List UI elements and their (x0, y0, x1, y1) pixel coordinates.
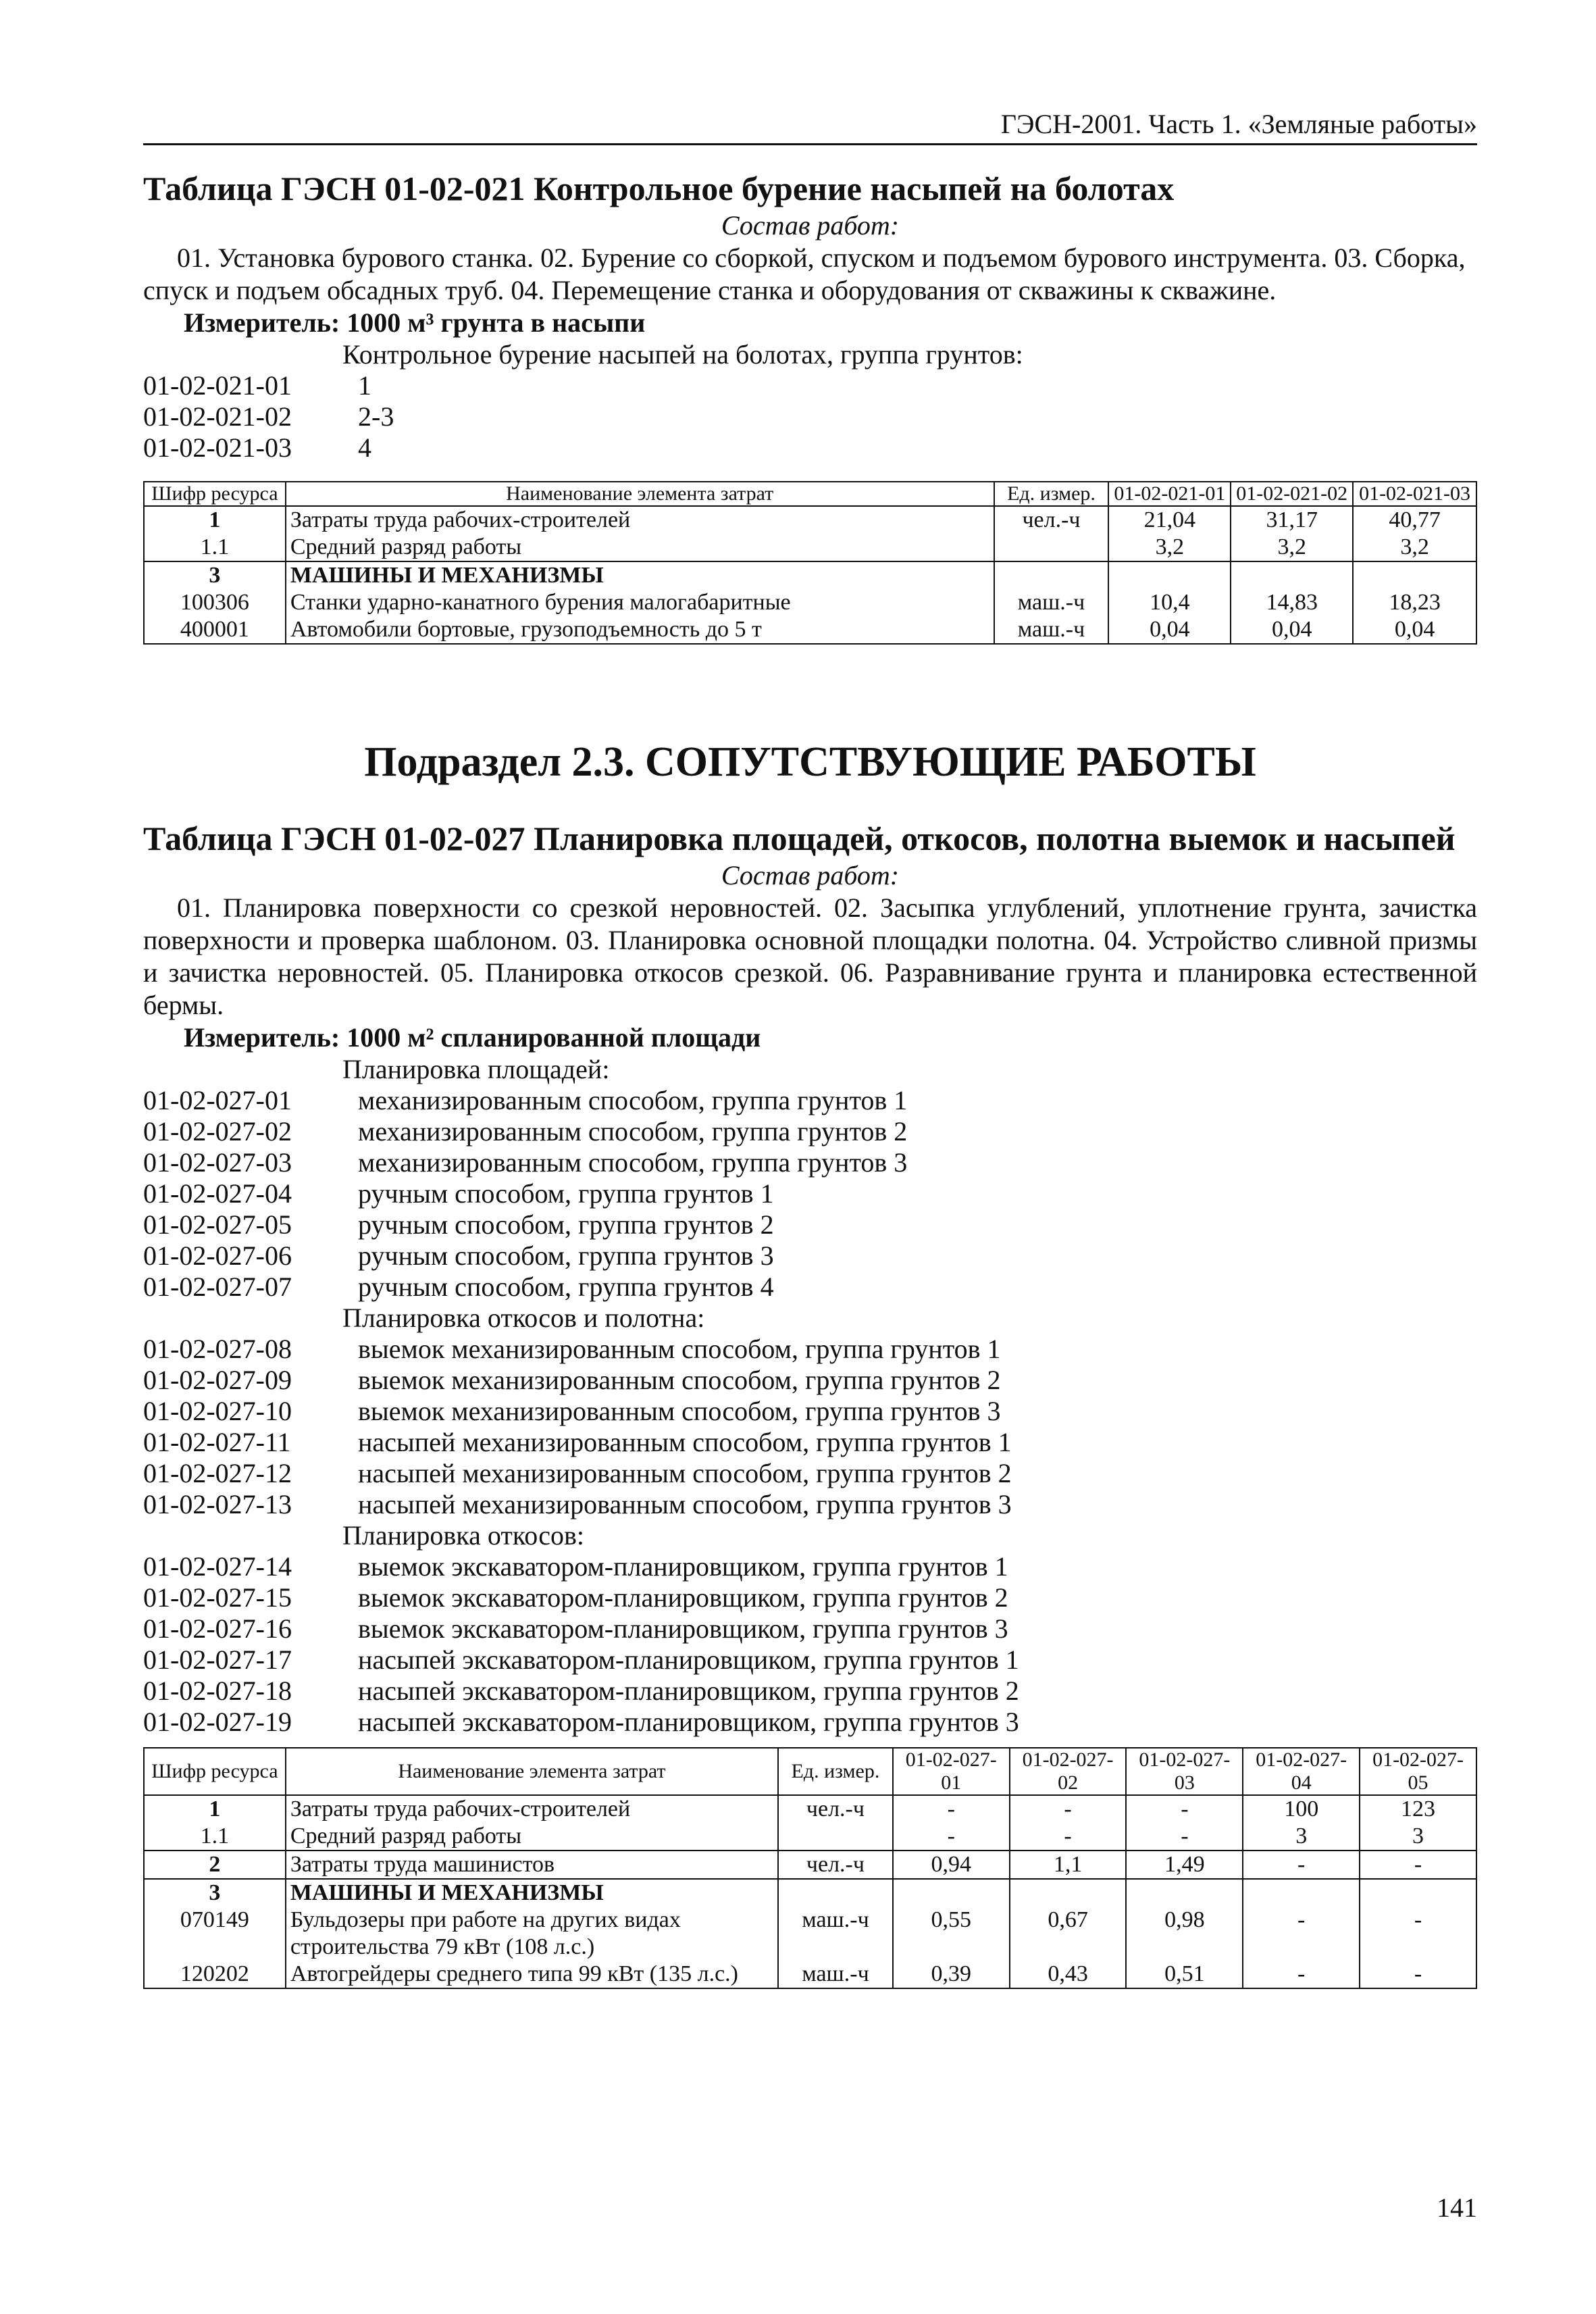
column-header-unit: Ед. измер. (994, 482, 1109, 506)
item-description: 4 (358, 432, 371, 463)
item-code: 01-02-027-16 (143, 1613, 292, 1644)
code-list-item (143, 1489, 1477, 1520)
item-description: насыпей механизированным способом, группа грунтов 1 (358, 1427, 1012, 1457)
cell-value: 0,39 (893, 1961, 1010, 1988)
code-list-item (143, 1334, 1477, 1365)
item-code: 01-02-027-18 (143, 1676, 292, 1706)
cell-value: 0,04 (1108, 616, 1231, 644)
subsection-title: Подраздел 2.3. СОПУТСТВУЮЩИЕ РАБОТЫ (364, 739, 1256, 785)
table-row (144, 1907, 1476, 1961)
cell-name: Автомобили бортовые, грузоподъемность до 5 т (286, 616, 994, 644)
item-code: 01-02-027-10 (143, 1396, 292, 1426)
code-list-item (143, 1582, 1477, 1613)
cell-cipher: 1.1 (144, 1823, 286, 1851)
cell-value: - (1243, 1961, 1360, 1988)
cell-unit: маш.-ч (994, 616, 1109, 644)
cell-value: 0,98 (1126, 1907, 1243, 1961)
resource-table (143, 1747, 1477, 1989)
cell-value: - (1126, 1795, 1243, 1823)
cell-cipher: 070149 (144, 1907, 286, 1961)
item-description: насыпей экскаватором-планировщиком, группа грунтов 3 (358, 1707, 1019, 1737)
cell-unit: чел.-ч (778, 1795, 893, 1823)
item-code: 01-02-027-14 (143, 1551, 292, 1582)
item-code: 01-02-027-03 (143, 1147, 292, 1178)
item-code: 01-02-027-11 (143, 1427, 291, 1457)
cell-value: 0,43 (1010, 1961, 1127, 1988)
code-group (143, 1520, 1477, 1738)
code-list-item (143, 1427, 1477, 1458)
running-header: ГЭСН-2001. Часть 1. «Земляные работы» (143, 108, 1477, 145)
cell-value (1108, 561, 1231, 589)
item-code: 01-02-021-02 (143, 401, 292, 432)
item-description: выемок экскаватором-планировщиком, группа грунтов 1 (358, 1551, 1008, 1582)
table-01-02-027-section (143, 736, 1477, 1989)
column-header-name: Наименование элемента затрат (286, 1748, 778, 1795)
composition-text: 01. Установка бурового станка. 02. Бурение со сборкой, спуском и подъемом бурового инструмента. 03. Сборка, спуск и подъем обсадных труб. 04. Перемещение станка и оборудования от скважины к скважине. (143, 243, 1466, 305)
group-heading: Планировка площадей: (342, 1054, 610, 1084)
cell-value: 3,2 (1353, 534, 1476, 561)
item-description: ручным способом, группа грунтов 1 (358, 1178, 774, 1209)
cell-cipher: 1.1 (144, 534, 286, 561)
cell-value: 123 (1360, 1795, 1476, 1823)
cell-name: Станки ударно-канатного бурения малогабаритные (286, 589, 994, 616)
column-header-unit: Ед. измер. (778, 1748, 893, 1795)
item-code: 01-02-027-19 (143, 1707, 292, 1737)
code-list-item (143, 1613, 1477, 1644)
cell-value: - (1243, 1907, 1360, 1961)
column-header-name: Наименование элемента затрат (286, 482, 994, 506)
item-description: механизированным способом, группа грунтов 2 (358, 1116, 908, 1147)
code-list-item (143, 401, 1477, 432)
cell-cipher: 3 (144, 561, 286, 589)
group-heading: Контрольное бурение насыпей на болотах, группа грунтов: (342, 339, 1023, 370)
item-code: 01-02-021-03 (143, 432, 292, 463)
column-header-code: 01-02-021-03 (1353, 482, 1476, 506)
item-description: ручным способом, группа грунтов 3 (358, 1240, 774, 1271)
cell-value (1243, 1879, 1360, 1907)
cell-value: 10,4 (1108, 589, 1231, 616)
item-code: 01-02-027-12 (143, 1458, 292, 1488)
table-row (144, 1851, 1476, 1879)
column-header-code: 01-02-027-01 (893, 1748, 1010, 1795)
cell-value: 3 (1360, 1823, 1476, 1851)
group-heading: Планировка откосов: (342, 1520, 584, 1551)
cell-value: - (1243, 1851, 1360, 1879)
item-code: 01-02-027-07 (143, 1272, 292, 1302)
item-description: насыпей механизированным способом, группа грунтов 3 (358, 1489, 1012, 1519)
resource-table (143, 481, 1477, 645)
item-code: 01-02-027-04 (143, 1178, 292, 1209)
table-row (144, 561, 1476, 589)
cell-value: 3,2 (1231, 534, 1353, 561)
cell-name: Затраты труда рабочих-строителей (286, 506, 994, 534)
code-list-item (143, 1240, 1477, 1272)
item-code: 01-02-021-01 (143, 370, 292, 401)
composition-heading: Состав работ: (721, 210, 900, 241)
cell-name: Средний разряд работы (286, 534, 994, 561)
cell-value (1231, 561, 1353, 589)
item-description: механизированным способом, группа грунтов 1 (358, 1085, 908, 1115)
item-description: 2-3 (358, 401, 394, 432)
cell-unit (778, 1823, 893, 1851)
code-list-item (143, 1396, 1477, 1427)
item-code: 01-02-027-09 (143, 1365, 292, 1395)
code-list-item (143, 1147, 1477, 1178)
item-code: 01-02-027-06 (143, 1240, 292, 1271)
cell-unit: чел.-ч (778, 1851, 893, 1879)
cell-cipher: 120202 (144, 1961, 286, 1988)
cell-value: 3,2 (1108, 534, 1231, 561)
column-header-code: 01-02-027-03 (1126, 1748, 1243, 1795)
code-list-item (143, 1644, 1477, 1676)
cell-unit: маш.-ч (778, 1907, 893, 1961)
table-row (144, 616, 1476, 644)
column-header-code: 01-02-027-04 (1243, 1748, 1360, 1795)
cell-value: - (893, 1823, 1010, 1851)
item-description: выемок экскаватором-планировщиком, группа грунтов 2 (358, 1582, 1008, 1613)
cell-value: 1,49 (1126, 1851, 1243, 1879)
cell-value: 100 (1243, 1795, 1360, 1823)
cell-value: 0,04 (1231, 616, 1353, 644)
cell-name: МАШИНЫ И МЕХАНИЗМЫ (286, 1879, 778, 1907)
cell-value: 40,77 (1353, 506, 1476, 534)
cell-value: 0,94 (893, 1851, 1010, 1879)
item-code: 01-02-027-15 (143, 1582, 292, 1613)
item-description: выемок механизированным способом, группа грунтов 3 (358, 1396, 1001, 1426)
page-number: 141 (1437, 2192, 1477, 2223)
code-list-item (143, 1272, 1477, 1303)
item-description: выемок механизированным способом, группа грунтов 1 (358, 1334, 1001, 1364)
cell-value: 14,83 (1231, 589, 1353, 616)
table-row (144, 589, 1476, 616)
code-list-item (143, 1458, 1477, 1489)
item-code: 01-02-027-05 (143, 1209, 292, 1240)
cell-cipher: 400001 (144, 616, 286, 644)
table-row (144, 506, 1476, 534)
cell-value: 0,67 (1010, 1907, 1127, 1961)
cell-value: - (1010, 1795, 1127, 1823)
code-list-item (143, 1676, 1477, 1707)
cell-value: - (1360, 1961, 1476, 1988)
item-description: механизированным способом, группа грунтов 3 (358, 1147, 908, 1178)
item-description: выемок механизированным способом, группа грунтов 2 (358, 1365, 1001, 1395)
cell-unit (994, 534, 1109, 561)
table-row (144, 1795, 1476, 1823)
table-title: Таблица ГЭСН 01-02-027 Планировка площадей, откосов, полотна выемок и насыпей (143, 820, 1456, 857)
cell-value: 31,17 (1231, 506, 1353, 534)
cell-name: Бульдозеры при работе на других видах строительства 79 кВт (108 л.с.) (286, 1907, 778, 1961)
cell-value: - (1360, 1907, 1476, 1961)
code-list-item (143, 370, 1477, 401)
code-list-item (143, 1365, 1477, 1396)
composition-heading: Состав работ: (721, 860, 900, 890)
cell-value: - (1010, 1823, 1127, 1851)
column-header-cipher: Шифр ресурса (144, 1748, 286, 1795)
cell-unit: маш.-ч (994, 589, 1109, 616)
item-code: 01-02-027-01 (143, 1085, 292, 1115)
column-header-code: 01-02-027-05 (1360, 1748, 1476, 1795)
code-list-item (143, 1209, 1477, 1240)
item-code: 01-02-027-17 (143, 1644, 292, 1675)
table-title: Таблица ГЭСН 01-02-021 Контрольное бурение насыпей на болотах (143, 170, 1175, 207)
table-row (144, 534, 1476, 561)
code-list-item (143, 1085, 1477, 1116)
measure-unit: Измеритель: 1000 м³ грунта в насыпи (184, 307, 646, 338)
table-row (144, 1961, 1476, 1988)
item-code: 01-02-027-13 (143, 1489, 292, 1519)
cell-value (1126, 1879, 1243, 1907)
code-list-item (143, 1178, 1477, 1209)
cell-cipher: 2 (144, 1851, 286, 1879)
code-list-item (143, 1707, 1477, 1738)
cell-unit: маш.-ч (778, 1961, 893, 1988)
column-header-code: 01-02-021-01 (1108, 482, 1231, 506)
code-list-item (143, 1551, 1477, 1582)
table-01-02-021-section (143, 168, 1477, 645)
cell-value: - (893, 1795, 1010, 1823)
cell-value: 1,1 (1010, 1851, 1127, 1879)
composition-text: 01. Планировка поверхности со срезкой неровностей. 02. Засыпка углублений, уплотнение грунта, зачистка поверхности и проверка шаблоном. 03. Планировка основной площадки полотна. 04. Устройство сливной призмы и зачистка неровностей. 05. Планировка откосов срезкой. 06. Разравнивание грунта и планировка естественной бермы. (143, 892, 1477, 1020)
cell-value (1360, 1879, 1476, 1907)
item-description: насыпей экскаватором-планировщиком, группа грунтов 2 (358, 1676, 1019, 1706)
group-heading: Планировка откосов и полотна: (342, 1303, 705, 1333)
cell-cipher: 100306 (144, 589, 286, 616)
item-code: 01-02-027-08 (143, 1334, 292, 1364)
code-list-item (143, 432, 1477, 463)
cell-cipher: 1 (144, 506, 286, 534)
table-row (144, 1879, 1476, 1907)
column-header-code: 01-02-021-02 (1231, 482, 1353, 506)
cell-name: Средний разряд работы (286, 1823, 778, 1851)
cell-name: Затраты труда машинистов (286, 1851, 778, 1879)
cell-value (893, 1879, 1010, 1907)
item-description: насыпей механизированным способом, группа грунтов 2 (358, 1458, 1012, 1488)
item-description: ручным способом, группа грунтов 4 (358, 1272, 774, 1302)
cell-value: - (1126, 1823, 1243, 1851)
cell-value (1353, 561, 1476, 589)
cell-cipher: 1 (144, 1795, 286, 1823)
cell-value (1010, 1879, 1127, 1907)
table-header-row (144, 482, 1476, 506)
cell-name: МАШИНЫ И МЕХАНИЗМЫ (286, 561, 994, 589)
item-description: выемок экскаватором-планировщиком, группа грунтов 3 (358, 1613, 1008, 1644)
cell-value: 18,23 (1353, 589, 1476, 616)
table-row (144, 1823, 1476, 1851)
cell-value: 0,04 (1353, 616, 1476, 644)
cell-name: Затраты труда рабочих-строителей (286, 1795, 778, 1823)
item-description: насыпей экскаватором-планировщиком, группа грунтов 1 (358, 1644, 1019, 1675)
cell-value: 21,04 (1108, 506, 1231, 534)
cell-value: 0,55 (893, 1907, 1010, 1961)
table-header-row (144, 1748, 1476, 1795)
code-list (143, 370, 1477, 463)
cell-cipher: 3 (144, 1879, 286, 1907)
item-description: ручным способом, группа грунтов 2 (358, 1209, 774, 1240)
code-group (143, 1054, 1477, 1303)
measure-unit: Измеритель: 1000 м² спланированной площади (184, 1022, 761, 1053)
cell-value: 3 (1243, 1823, 1360, 1851)
column-header-cipher: Шифр ресурса (144, 482, 286, 506)
cell-unit: чел.-ч (994, 506, 1109, 534)
cell-value: 0,51 (1126, 1961, 1243, 1988)
code-list-item (143, 1116, 1477, 1147)
cell-name: Автогрейдеры среднего типа 99 кВт (135 л.с.) (286, 1961, 778, 1988)
cell-unit (778, 1879, 893, 1907)
cell-unit (994, 561, 1109, 589)
column-header-code: 01-02-027-02 (1010, 1748, 1127, 1795)
cell-value: - (1360, 1851, 1476, 1879)
item-description: 1 (358, 370, 371, 401)
code-group (143, 1303, 1477, 1520)
item-code: 01-02-027-02 (143, 1116, 292, 1147)
